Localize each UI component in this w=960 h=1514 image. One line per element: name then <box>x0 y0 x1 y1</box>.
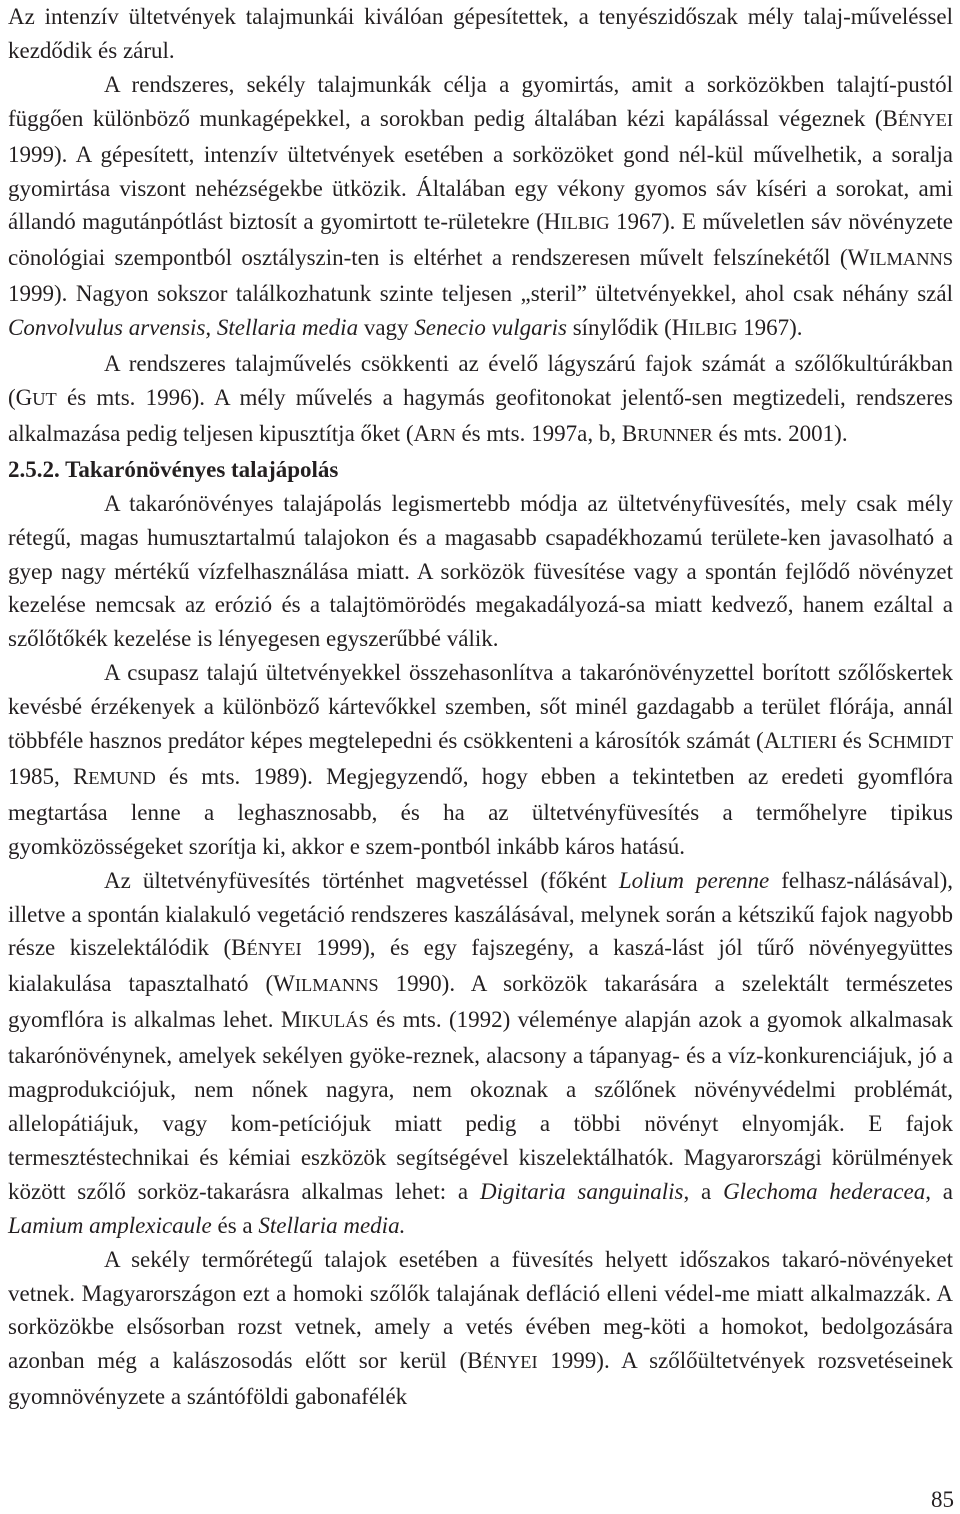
text-run: A rendszeres, sekély talajmunkák célja a gyomirtás, amit a sorközökben talajtí-pustól függően különböző munkagépekkel, a sorokban pedig általában kézi kapálással végeznek (B <box>8 71 953 131</box>
text-run: és mts. 1996). A mély művelés a hagymás geofitonokat jelentő-sen megtizedeli, rendszeres alkalmazása pedig teljesen kipusztítja őket (A <box>8 384 953 446</box>
author-name-smallcaps: IKULÁS <box>301 1011 369 1032</box>
page-number: 85 <box>931 1487 954 1512</box>
author-name-smallcaps: CHMIDT <box>880 732 954 753</box>
text-run: A sekély termőrétegű talajok esetében a füvesítés helyett időszakos takaró-növényeket vetnek. Magyarországon ezt a homoki szőlők talajának defláció elleni védel-me miatt alkalmazzák. A sorközökbe elsősorban rozst vetnek, amely a vetés évében meg-köti a homokot, bedolgozására azonban még a kalászosodás előtt sor kerül (B <box>8 1246 953 1374</box>
text-run: felhasz-nálásával), illetve a spontán kialakuló vegetáció rendszeres kaszálásával, melynek során a kétszikű fajok nagyobb része kiszelektálódik (B <box>8 867 954 961</box>
author-name-smallcaps: UT <box>32 388 57 409</box>
text-run: a <box>930 1178 953 1204</box>
text-run: és mts. 1989). Megjegyzendő, hogy ebben a tekintetben az eredeti gyomflóra megtartása lenne a leghasznosabb, és ha az ültetvényfüvesítés a termőhelyre tipikus gyomközösségeket szorítja ki, akkor e szem-pontból inkább káros hatású. <box>8 763 954 859</box>
italic-species-name: Convolvulus arvensis, Stellaria media <box>8 315 359 341</box>
text-run: Az intenzív ültetvények talajmunkái kiválóan gépesítettek, a tenyészidőszak mély talaj-műveléssel kezdődik és zárul. <box>8 4 953 63</box>
text-run: A takarónövényes talajápolás legismertebb módja az ültetvényfüvesítés, mely csak mély rétegű, magas humusztartalmú talajokon és a magasabb csapadékhozamú területe-ken javasolható a gyep nagy mértékű vízfelhasználása miatt. A sorközök füvesítése vagy a spontán fejlődő növényzet kezelése nemcsak az erózió és a talajtömörödés megakadályozá-sa miatt kedvező, hanem ezáltal a szőlőtőkék kezelése is lényegesen egyszerűbbé válik. <box>8 490 953 652</box>
author-name-smallcaps: RN <box>430 424 456 445</box>
text-run: A rendszeres talajművelés csökkenti az évelő lágyszárú fajok számát a szőlőkultúrákban (G <box>8 351 953 410</box>
paragraph <box>8 1243 953 1415</box>
text-run: 1999). A gépesített, intenzív ültetvények esetében a sorközöket gond nél-kül művelhetik, a soralja gyomirtása viszont nehézségekbe ütközik. Általában egy vékony gyomos sáv kíséri a sorokat, ami állandó magutánpótlást biztosít a gyomirtott te-rületekre (H <box>8 141 953 235</box>
text-run: és mts. 2001). <box>712 420 848 446</box>
paragraph <box>8 347 953 453</box>
italic-species-name: Senecio vulgaris <box>414 315 567 341</box>
italic-species-name: Digitaria sanguinalis <box>479 1178 684 1204</box>
document-page <box>8 0 953 1414</box>
author-name-smallcaps: LTIERI <box>780 732 837 753</box>
text-run: és mts. 1997a, b, B <box>455 420 638 446</box>
author-name-smallcaps: ÉNYEI <box>482 1352 538 1373</box>
text-run: , a <box>683 1178 724 1204</box>
paragraph <box>8 487 953 657</box>
text-run: 1967). E műveletlen sáv növényzete cönológiai szempontból osztályszin-ten is eltérhet a rendszeresen művelt felszínekétől (W <box>8 209 954 271</box>
text-run: és a <box>211 1212 259 1238</box>
text-run: 1990). A sorközök takarására a szelektált természetes gyomflóra is alkalmas lehet. M <box>8 971 953 1033</box>
text-run: sínylődik (H <box>566 315 689 341</box>
author-name-smallcaps: ILBIG <box>560 213 610 234</box>
author-name-smallcaps: RUNNER <box>637 424 713 445</box>
text-run: és mts. (1992) véleménye alapján azok a gyomok alkalmasak takarónövénynek, amelyek sekélyen gyöke-reznek, alacsony a tápanyag- és a víz-konkurenciájuk, jó a magprodukciójuk, nem nőnek nagyra, nem okoznak a szőlőnek növényvédelmi problémát, allelopátiájuk, vagy kom-petíciójuk miatt pedig a többi növényt elnyomják. E fajok termesztéstechnikai és kémiai eszközök segítségével kiszelektálhatók. Magyarországi körülmények között szőlő sorköz-takarásra alkalmas lehet: a <box>8 1007 953 1204</box>
text-run: Az ültetvényfüvesítés történhet magvetéssel (főként <box>104 867 619 893</box>
italic-species-name: Lolium perenne <box>618 867 770 893</box>
author-name-smallcaps: EMUND <box>88 767 156 788</box>
paragraph <box>8 68 953 347</box>
italic-species-name: Stellaria media. <box>258 1212 406 1238</box>
author-name-smallcaps: ÉNYEI <box>246 939 302 960</box>
text-run: 1985, R <box>8 763 89 789</box>
italic-species-name: Lamium amplexicaule <box>8 1212 212 1238</box>
text-run: 1999). A szőlőültetvények rozsvetéseinek gyomnövényzete a szántóföldi gabonafélék <box>8 1348 953 1410</box>
author-name-smallcaps: ÉNYEI <box>897 109 953 130</box>
text-run: vagy <box>358 315 415 341</box>
text-run: 1967). <box>737 315 803 341</box>
italic-species-name: Glechoma hederacea, <box>723 1178 931 1204</box>
paragraph <box>8 0 953 68</box>
text-run: és S <box>836 728 881 754</box>
paragraph <box>8 656 953 863</box>
author-name-smallcaps: ILBIG <box>688 319 738 340</box>
author-name-smallcaps: ILMANNS <box>294 975 379 996</box>
section-heading: 2.5.2. Takarónövényes talajápolás <box>8 456 339 482</box>
text-run: A csupasz talajú ültetvényekkel összehasonlítva a takarónövényzettel borított szőlőskertek kevésbé érzékenyek a különböző kártevőkkel szemben, sőt minél gazdagabb a terület flórája, annál többféle hasznos predátor képes megtelepedni és csökkenteni a károsítók számát (A <box>8 660 953 754</box>
author-name-smallcaps: ILMANNS <box>869 249 953 270</box>
text-run: 1999), és egy fajszegény, a kaszá-lást jól tűrő növényegyüttes kialakulása tapasztalható (W <box>8 935 953 997</box>
paragraph <box>8 864 953 1243</box>
text-run: 1999). Nagyon sokszor találkozhatunk szinte teljesen „steril” ültetvényekkel, ahol csak néhány szál <box>8 281 953 307</box>
